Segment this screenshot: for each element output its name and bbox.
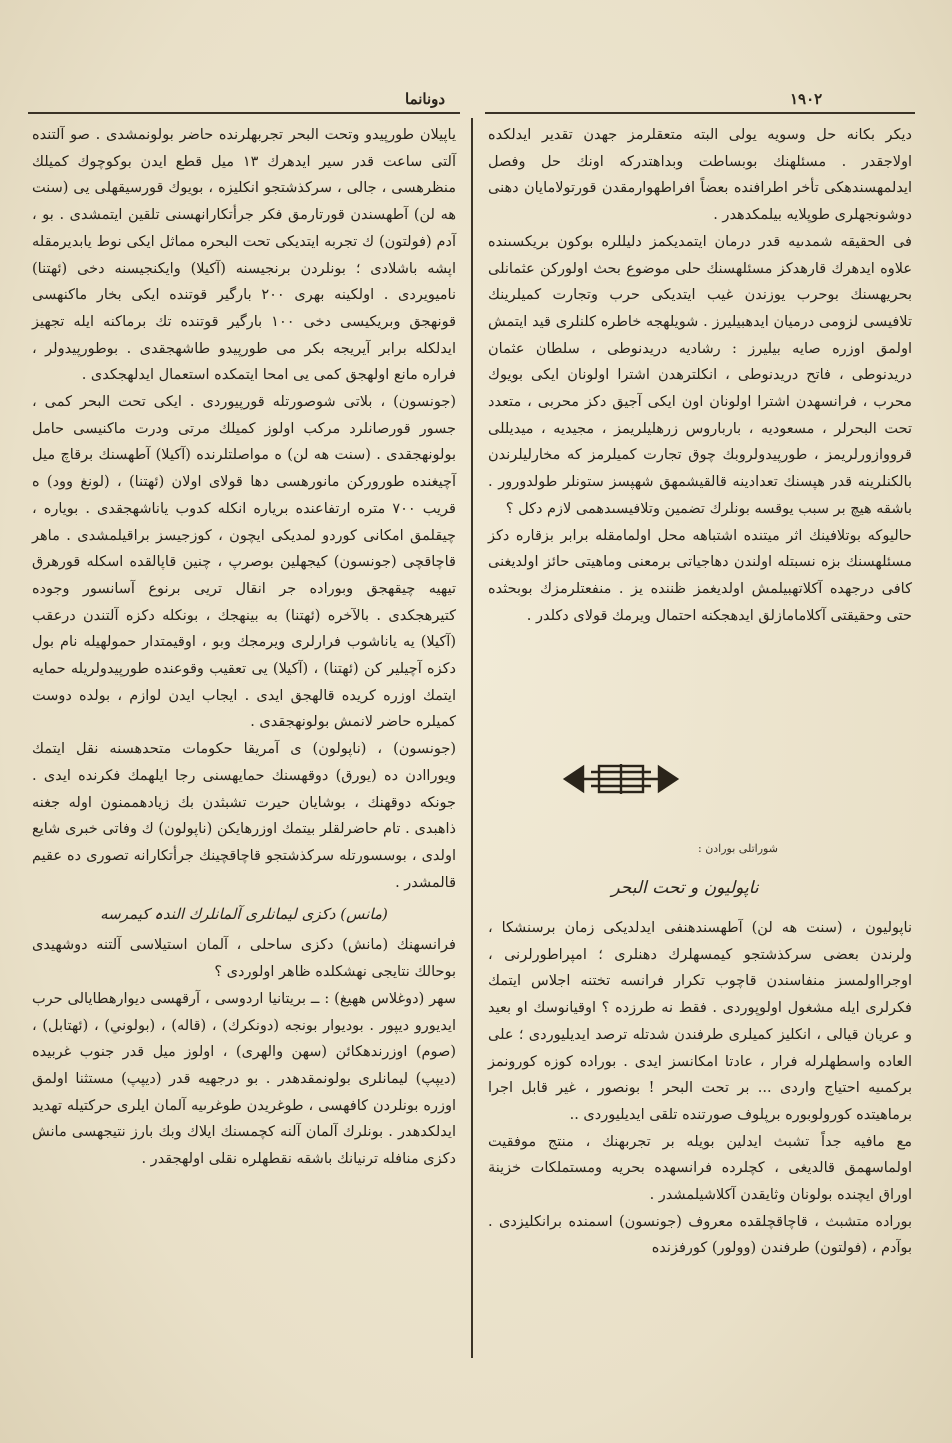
paragraph: فرانسهنك (مانش) دكزى ساحلى ، آلمان استيلاسى آلتنه دوشهيدى بوحالك نتايجى نهشكلده ظاهر اولوردى ؟: [32, 937, 456, 981]
header-rule-right: [485, 112, 915, 114]
paragraph: سهر (دوغلاس ههيغ) : ــ بريتانيا اردوسى ، آرقهسى ديوارهطايالى حرب ايديورو ديپور . بوديوار بونجه (دونكرك) ، (قاله) ، (بولوني) ، (ئهتابل) ، (صوم) اوزرندهكائن (سهن والهرى) ، اولوز ميل قدر جنوب غربيده (ديپپ) ليمانلرى بولونمقدهدر . بو درجهيه قدر (ديپپ) مستثنا اولمق اوزره بونلردن كافهسى ، طوغريدن طوغرىيه آلمان ايلرى حركتيله تهديد ايدلكدهدر . بونلرك آلمان آلنه كچمسنك ايلاك وبك بارز نتيجهسى مانش دكزى منافله ترنيانك باشقه نقطهلره نقلى اولهجقدر .: [32, 990, 456, 1168]
column-divider: [471, 118, 473, 1358]
page-number: ١٩٠٢: [790, 90, 823, 108]
paragraph: بوراده متشبث ، قاچاقچلقده معروف (جونسون) اسمنده برانكليزدى . بوآدم ، (فولتون) طرفندن (وولور) كورفزنده: [488, 1213, 912, 1257]
article-author: شوراتلى بورادن :: [698, 842, 778, 855]
paragraph: (جونسون) ، بلاتى شوصورتله قورپيوردى . ايكى تحت البحر كمى ، جسور قورصانلرد مركب اولوز كميلك مرتى ودرت ماكنيسى حامل بولونهجقدى . (سنت هه لن) ه مواصلتلرنده (آكيلا) آطهسنك برقاچ ميل آچيغنده طورورکن مانورهسى دها قولاى اولان (ئهتنا) ، (لونغ وود) ه قريب ٧٠٠ متره ارتفاعنده برياره انكله كدوب ياناشهجقدى . بوياره ، چيقلمق امكانى كوردو لمديكى ايچون ، كوزجيسز براقيلمشدى . ماهر قاچاقچى (جونسون) كيجهلين بوصرپ ، چنين قاپالقده اسكله قورهرق تيهيه چيقهجق وبوراده جر انقال تريى برنوع آسانسور وجوده كتيرهجكدى . بالآخره (ئهتنا) به بينهجك ، بونكله دكزه آلتندن درعقب (آكيلا) يه ياناشوب فرارلرى ويرمجك وبو ، اوقيمتدار حمولهيله نام بول دكزه آچيلير كن (ئهتنا) ، (آكيلا) يى تعقيب وقوعنده طورپيدولريله حمايه ايتمك اوزره كريده قالهجق ايدى . ايجاب ايدن لوازم ، بولده دوست كميلره حاضر لانمش بولونهجقدى .: [32, 394, 456, 731]
paragraph: مع مافيه جداً تشبث ايدلين بويله بر تجربهنك ، منتج موفقيت اولماسهمق قالديغى ، كچلرده فرانسهده بحريه ومستملكات خزينة اوراق ايچنده بولونان وثايقدن آكلاشيلمشدر .: [488, 1133, 912, 1204]
ornament-divider-icon: [561, 758, 681, 800]
paragraph: فى الحقيقه شمدىيه قدر درمان ايتمديكمز دليللره بوكون بريكسىنده علاوه ايدهرك قارهدكز مسئلهسنك حلى موضوع بحث اولورکن عثمانلى بحريهسنك بوحرب يوزندن غيب ايتديكى حرب وتجارت كميلرينك تلافيسى لزومى درميان ايدهبيليرز . شويلهجه خاطره كلنلرى قيد ايتمش اولمق اوزره صايه بيليرز : رشاديه دريدنوطى ، سلطان عثمان دريدنوطى ، فاتح دريدنوطى ، انكلترهدن اشترا اولونان ايكى بويوك محرب ، فرانسهدن اشترا اولونان اون ايكى آجيق دكز محربى ، متعدد تحت البحرلر ، مسعوديه ، بارباروس زرهليلريمز ، مجيديه ، ميديللى قرووازورلريمز ، طورپيدولروبك چوق تجارت كميلرمز كه مخارليلرندن بالكنلرينه قدر هپسنك تعدادينه قالقيشمهق شهپسز ستونلر طولدورور . باشقه هيچ بر سبب يوقسه بونلرك تضمين وتلافيسىدهمى لازم دكل ؟: [488, 233, 912, 517]
paragraph: ياپيلان طورپيدو وتحت البحر تجربهلرنده حاضر بولونمشدى . صو آلتنده آلتى ساعت قدر سير ايدهرك ١٣ ميل قطع ايدن بوكوچوك كميلك منظرهسى ، جالى ، سركذشتجو انكليزه ، بويوك قورسيقهلى يى (سنت هه لن) آطهسندن قورتارمق فكر جرأتكارانهسنى تلقين ايتمشدى . بو ، آدم (فولتون) ك تجربه ايتديكى تحت البحره مماثل ايكى نوط يابديرمقله اپشه باشلادى ؛ بونلردن برنجيسنه (آكيلا) وايكنجيسنه دخى (ئهتنا) ناميويردى . اولكينه بهرى ٢٠٠ بارگير قوتنده ايكى بخار ماكنهسى قونهجق وبريكيسى دخى ١٠٠ بارگير قوتنده تك برماكنه ايله تجهيز ايدلكله برابر آيريجه بكر مى طورپيدو طاشهجقدى . بوطورپيدولر ، فراره مانع اولهجق كمى يى امحا ايتمكده استعمال ايدلهجكدى .: [32, 127, 457, 384]
header-rule-left: [28, 112, 460, 114]
paragraph: حاليوكه بوتلافينك اثر ميتنده اشتباهه محل اولمامقله برابر بزقاره دكز مسئلهسنك بزه نسبتله اولندن دهاجياتى برمعنى وماهيتى حائز اولديغنى كافى درجهده آكلاتهبيلمش اولديغمز ظننده يز . منفعتلرمزك بوبحثده حتى وحقيقتى آكلامامازلق ايدهجكنه احتمال ويرمك قولاى دكلدر .: [488, 527, 912, 624]
paragraph: ديكر بكانه حل وسويه يولى البته متعقلرمز جهدن تقدير ايدلكده اولاجقدر . مسئلهنك بوبساطت وبداهتدركه اونك حل وفصل ايدلمهسندهكى تأخر اطرافنده بعضاً افراطهوارمقدن قورتولامايان دهنى دوشونجهلرى طوپلايه بيلمكدهدر .: [488, 127, 912, 224]
paragraph: (جونسون) ، (ناپولون) ى آمريقا حكومات متحدهسنه نقل ايتمك ويوراادن ده (يورق) دوقهسنك حمايهسنى رجا ايلهمك فكرنده ايدى . جونكه دوقهنك ، بوشايان حيرت تشبثدن بك زيادهممنون اوله جغنه ذاهبدى . تام حاضرلقلر بيتمك اوزرهايكن (ناپولون) ك وفاتى خبرى شايع اولدى ، بوسسورتله سركذشتجو قاچاقچينك جرأتكارانه تصورى ده عقيم قالمشدر .: [32, 741, 456, 891]
paragraph: ناپولیون ، (سنت هه لن) آطهسندهنفى ايدلديكى زمان برسنشكا ، ولرندن بعضى سركذشتجو كيمسهلرك دهنلرى ؛ امپراطورلرنى ، اوجرااولمسز منفاسندن قاچوب تكرار فرانسه تختنه اجلاس ايتمك فكرلرى ايله مشغول اولوپوردى . فقط نه طرزده ؟ اوقيانوسك او بعيد و عريان قيالى ، انكليز كميلرى طرفندن شدتله ترصد ايديليوردى ؛ على العاده واسطهلرله فرار ، عادتا امكانسز ايدى . بوراده كوزه كورونمز بركمىيه احتياج واردى ... بر تحت البحر ! بونصور ، غير قابل اجرا برماهيتده كورولوبوره برپلوف صورتنده تلقى ايديليوردى ..: [488, 920, 912, 1123]
subheading: (مانس) دکزی لیمانلری آلمانلرك الندہ كیمرسه: [100, 905, 388, 924]
section-label: دونانما: [405, 90, 446, 108]
left-column: [32, 122, 456, 1173]
article-body: [488, 915, 912, 1262]
right-column: [488, 122, 912, 629]
article-title: ناپولیون و تحت البحر: [611, 878, 759, 898]
